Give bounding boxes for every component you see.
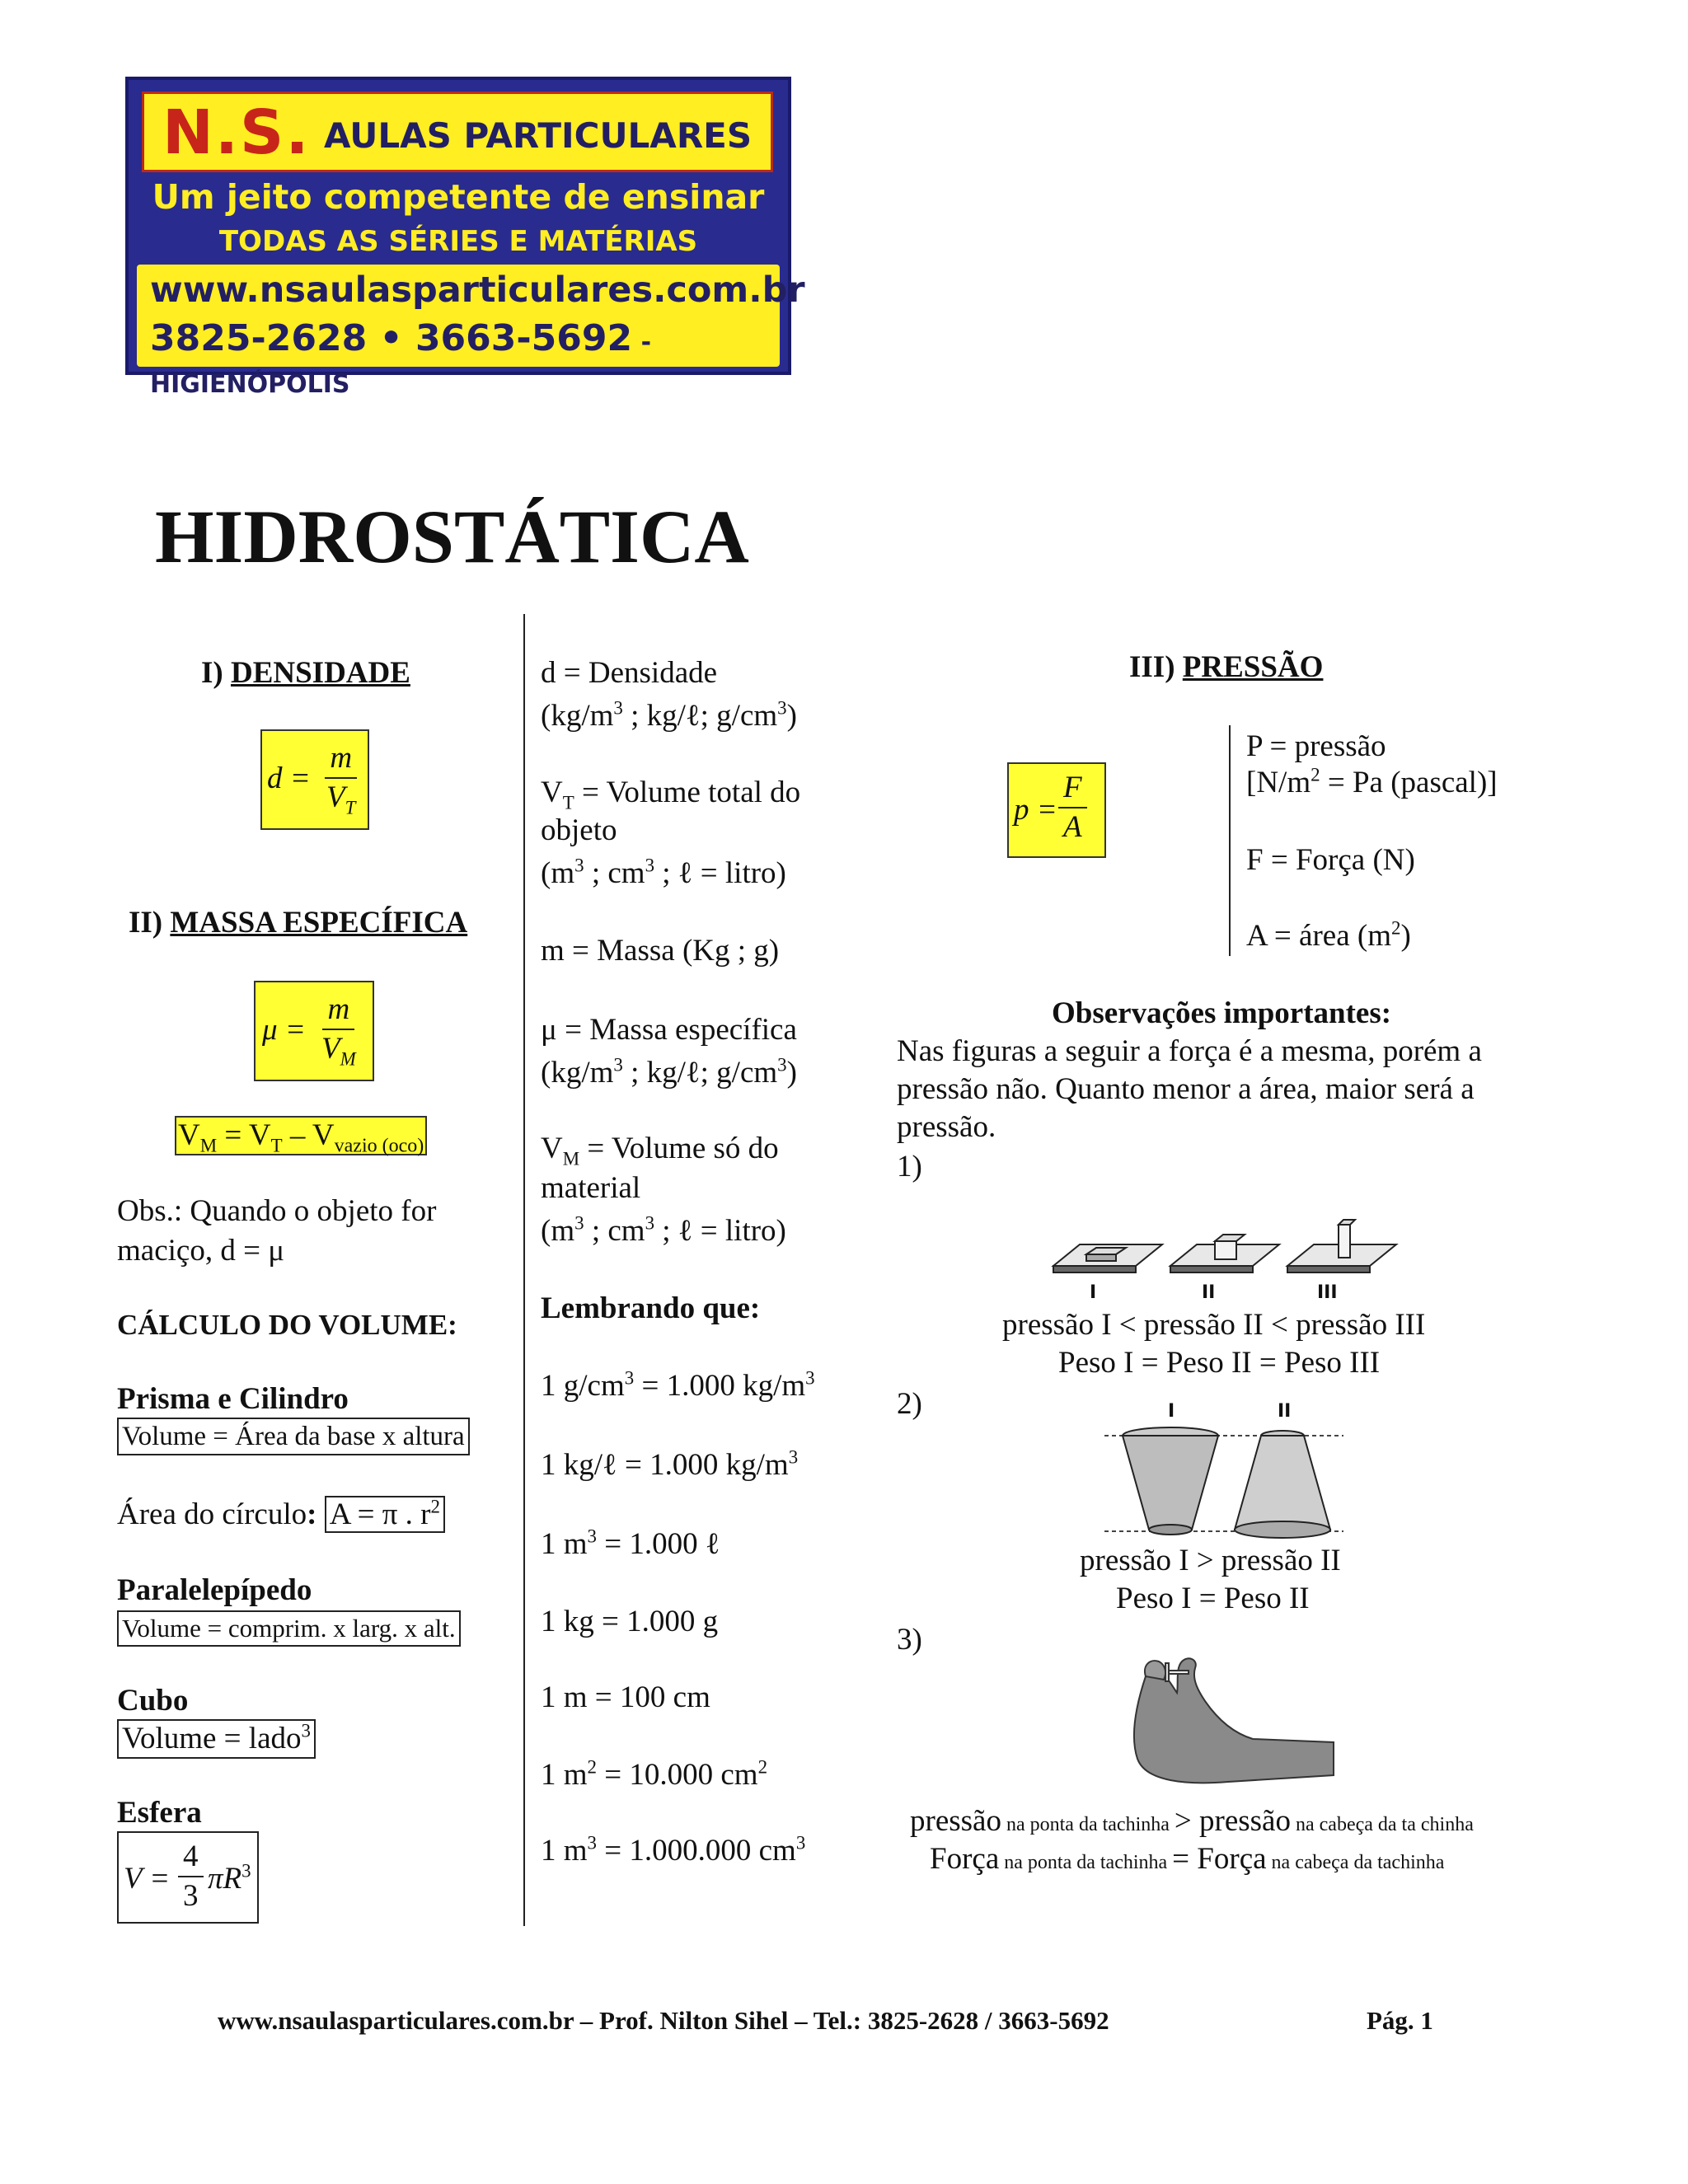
specific-mass-formula-box [254,981,374,1081]
banner-url: www.nsaulasparticulares.com.br [150,269,805,311]
fig1-label-1: I [1090,1282,1097,1303]
figure-cones [1104,1418,1343,1541]
circulo-formula: A = π . $r^2$ [325,1496,445,1533]
paralelepipedo-formula: Volume = comprim. x larg. x alt. [117,1610,461,1647]
brand-initials: N.S. [162,97,311,168]
observacoes-line-2: pressão não. Quanto menor a área, maior será a [897,1072,1475,1106]
esfera-formula-box [117,1831,259,1924]
conversion-4: 1 kg = 1.000 g [541,1605,719,1638]
obs-line-1: Obs.: Quando o objeto for [117,1194,437,1228]
pressure-fraction: $\frac{F}{A}$ [1058,769,1087,846]
circulo-line: Área do círculo: A = π . $r^2$ [117,1495,445,1535]
fig1-caption-2: Peso I = Peso II = Peso III [1058,1346,1381,1380]
item-number-2: 2) [897,1387,922,1421]
specific-mass-fraction: $\frac{m}{V_M}$ [321,992,356,1070]
vm-formula-box: $V_M = V_T - V_{vazio (oco)}$ [175,1116,427,1155]
brand-name: AULAS PARTICULARES [324,115,753,156]
conversion-3: 1 $m^3 = 1.000$ ℓ [541,1526,720,1561]
cubo-formula: Volume = lado$^3$ [117,1719,316,1759]
fig3-caption-2: Força na ponta da tachinha = Força na cabeça da tachinha [930,1842,1445,1876]
observacoes-line-3: pressão. [897,1110,996,1144]
esfera-fraction: $\frac{4}{3}$ [178,1838,204,1915]
fig2-caption-2: Peso I = Peso II [1116,1582,1310,1615]
fig2-label-2: II [1278,1401,1292,1422]
banner-top-bar [142,91,773,172]
density-units: ($kg/m^3$ ; kg/ℓ; $g/cm^3$) [541,697,797,733]
pressure-units: [$N/m^2 = Pa$ (pascal)] [1246,764,1498,799]
conversion-5: 1 m = 100 cm [541,1680,710,1714]
page-title: HIDROSTÁTICA [155,494,749,579]
area-definition: A = área $(m^2)$ [1246,917,1411,953]
vt-definition-cont: objeto [541,813,617,847]
banner-phones: 3825-2628 • 3663-5692 - HIGIENÓPOLIS [150,317,652,399]
specific-mass-units: ($kg/m^3$ ; kg/ℓ; $g/cm^3$) [541,1054,797,1090]
fig2-caption-1: pressão I > pressão II [1080,1544,1341,1577]
banner-contact-bar [137,265,805,399]
esfera-heading: Esfera [117,1796,202,1830]
footer-text: www.nsaulasparticulares.com.br – Prof. Nilton Sihel – Tel.: 3825-2628 / 3663-5692 [218,2006,1109,2035]
figure-hand-thumbtack [1113,1643,1335,1800]
vm-definition: $V_M$ = Volume só do [541,1132,779,1169]
item-number-3: 3) [897,1623,922,1657]
esfera-lhs: V = [124,1862,171,1896]
conversion-6: 1 $m^2 = 10.000$ $cm^2$ [541,1756,768,1792]
vt-units: ($m^3$ ; $cm^3$ ; ℓ = litro) [541,855,786,890]
conversion-1: 1 $g/cm^3 = 1.000$ $kg/m^3$ [541,1367,815,1403]
page-number: Pág. 1 [1367,2006,1433,2035]
specific-mass-definition: μ = Massa específica [541,1013,797,1047]
fig3-caption-1: pressão na ponta da tachinha > pressão na cabeça da ta chinha [910,1804,1474,1838]
item-number-1: 1) [897,1150,922,1183]
pressure-formula-box [1007,762,1106,858]
observacoes-heading: Observações importantes: [1052,996,1392,1030]
logo-banner [125,77,805,399]
column-divider [523,614,525,1926]
force-definition: F = Força (N) [1246,843,1415,877]
prisma-formula: Volume = Área da base x altura [117,1418,470,1455]
section-massa-especifica-heading: II) MASSA ESPECÍFICA [129,906,468,940]
specific-mass-lhs: μ = [262,1013,306,1047]
section-pressao-heading: III) PRESSÃO [1129,650,1324,684]
fig1-caption-1: pressão I < pressão II < pressão III [1002,1308,1426,1342]
section-densidade-heading: I) DENSIDADE [201,656,410,690]
pressure-definition: P = pressão [1246,729,1386,763]
slogan: Um jeito competente de ensinar [152,177,765,217]
mass-definition: m = Massa (Kg ; g) [541,934,780,968]
prisma-heading: Prisma e Cilindro [117,1382,349,1416]
vm-units: ($m^3$ ; $cm^3$ ; ℓ = litro) [541,1212,786,1248]
density-formula-box [260,729,369,830]
lembrando-heading: Lembrando que: [541,1291,761,1325]
density-lhs: d = [267,762,311,795]
conversion-2: 1 kg/ℓ = 1.000 $kg/m^3$ [541,1446,799,1482]
vm-definition-cont: material [541,1171,641,1205]
fig1-label-3: III [1317,1282,1338,1303]
density-definition: d = Densidade [541,656,718,690]
cubo-heading: Cubo [117,1684,189,1718]
fig2-label-1: I [1168,1401,1175,1422]
vt-definition: $V_T$ = Volume total do [541,776,801,813]
series-text: TODAS AS SÉRIES E MATÉRIAS [218,225,698,258]
figure-blocks-on-plates [1047,1216,1401,1299]
conversion-7: 1 $m^3 = 1.000.000$ $cm^3$ [541,1832,806,1868]
density-fraction: $\frac{m}{V_T}$ [326,741,356,818]
obs-line-2: maciço, d = μ [117,1234,285,1268]
paralelepipedo-heading: Paralelepípedo [117,1573,312,1607]
esfera-rest: $\pi R^3$ [208,1860,251,1896]
calc-volume-heading: CÁLCULO DO VOLUME: [117,1309,457,1341]
pressure-lhs: p = [1014,793,1057,827]
observacoes-line-1: Nas figuras a seguir a força é a mesma, porém a [897,1034,1482,1068]
pressure-definition-divider [1229,725,1231,956]
fig1-label-2: II [1202,1282,1216,1303]
